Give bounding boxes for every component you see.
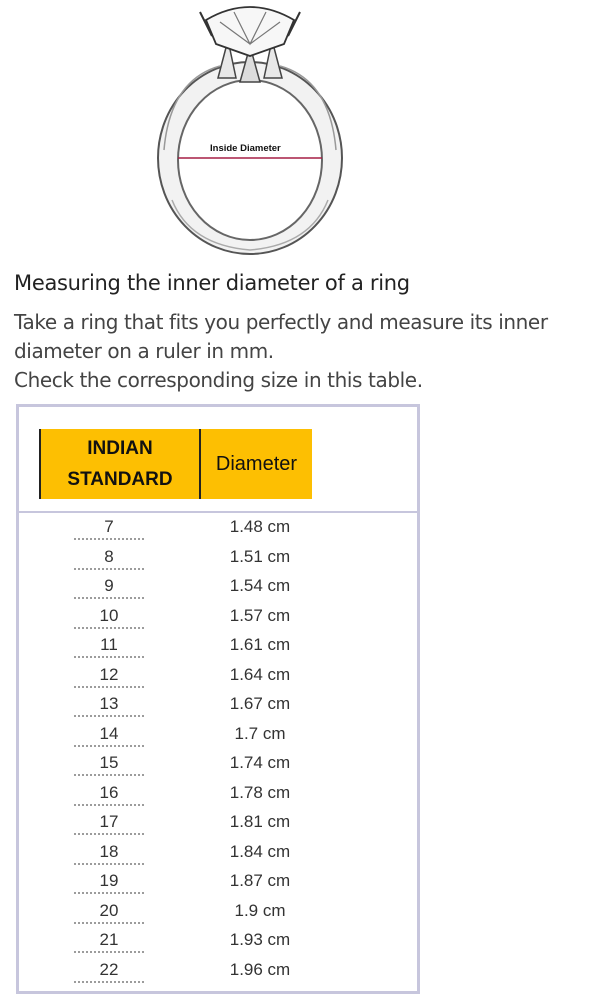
ring-size-cell: 18 — [74, 843, 144, 865]
ring-size-cell: 11 — [74, 636, 144, 658]
ring-size-cell: 9 — [74, 577, 144, 599]
instruction-line: diameter on a ruler in mm. — [14, 339, 274, 363]
header-indian-standard — [39, 429, 201, 499]
table-row — [19, 632, 417, 662]
table-row — [19, 809, 417, 839]
header-standard-line: INDIAN — [87, 438, 153, 459]
table-row — [19, 721, 417, 751]
instructions — [14, 308, 614, 395]
diameter-cell: 1.48 cm — [229, 517, 291, 536]
ring-diagram-icon — [150, 0, 350, 260]
table-row — [19, 927, 417, 957]
table-row — [19, 514, 417, 544]
diameter-cell: 1.74 cm — [229, 753, 291, 772]
diameter-cell: 1.67 cm — [229, 694, 291, 713]
ring-size-cell: 21 — [74, 931, 144, 953]
ring-size-cell: 10 — [74, 607, 144, 629]
diameter-cell: 1.96 cm — [229, 959, 291, 979]
header-standard-line: STANDARD — [67, 469, 173, 490]
size-table — [16, 404, 420, 994]
table-row — [19, 839, 417, 869]
ring-size-cell: 15 — [74, 754, 144, 776]
header-diameter: Diameter — [201, 429, 312, 499]
ring-size-cell: 14 — [74, 725, 144, 747]
ring-size-cell: 16 — [74, 784, 144, 806]
table-row — [19, 898, 417, 928]
table-row — [19, 603, 417, 633]
ring-size-cell: 7 — [74, 518, 144, 540]
table-row — [19, 780, 417, 810]
ring-size-cell: 17 — [74, 813, 144, 835]
header-divider — [19, 511, 417, 513]
table-row — [19, 573, 417, 603]
table-row — [19, 544, 417, 574]
diameter-cell: 1.61 cm — [229, 635, 291, 654]
diameter-cell: 1.81 cm — [229, 812, 291, 831]
table-row — [19, 957, 417, 987]
ring-size-cell: 20 — [74, 902, 144, 924]
table-row — [19, 662, 417, 692]
ring-size-cell: 13 — [74, 695, 144, 717]
page-title: Measuring the inner diameter of a ring — [14, 271, 410, 295]
table-row — [19, 691, 417, 721]
diameter-cell: 1.64 cm — [229, 664, 291, 684]
table-row — [19, 750, 417, 780]
diameter-cell: 1.7 cm — [234, 723, 286, 743]
ring-size-cell: 22 — [74, 961, 144, 983]
diameter-cell: 1.9 cm — [234, 900, 286, 920]
diameter-cell: 1.93 cm — [229, 930, 291, 949]
ring-size-cell: 12 — [74, 666, 144, 688]
diameter-cell: 1.78 cm — [229, 782, 291, 802]
ring-size-cell: 19 — [74, 872, 144, 894]
diameter-cell: 1.87 cm — [229, 871, 291, 890]
table-body — [19, 514, 417, 986]
diameter-cell: 1.84 cm — [229, 841, 291, 861]
ring-size-cell: 8 — [74, 548, 144, 570]
diameter-cell: 1.57 cm — [229, 605, 291, 625]
instruction-line: Take a ring that fits you perfectly and measure its inner — [14, 310, 548, 334]
instruction-line: Check the corresponding size in this table. — [14, 368, 423, 392]
diameter-cell: 1.54 cm — [229, 576, 291, 595]
inside-diameter-label: Inside Diameter — [210, 143, 281, 154]
table-row — [19, 868, 417, 898]
diameter-cell: 1.51 cm — [229, 546, 291, 566]
